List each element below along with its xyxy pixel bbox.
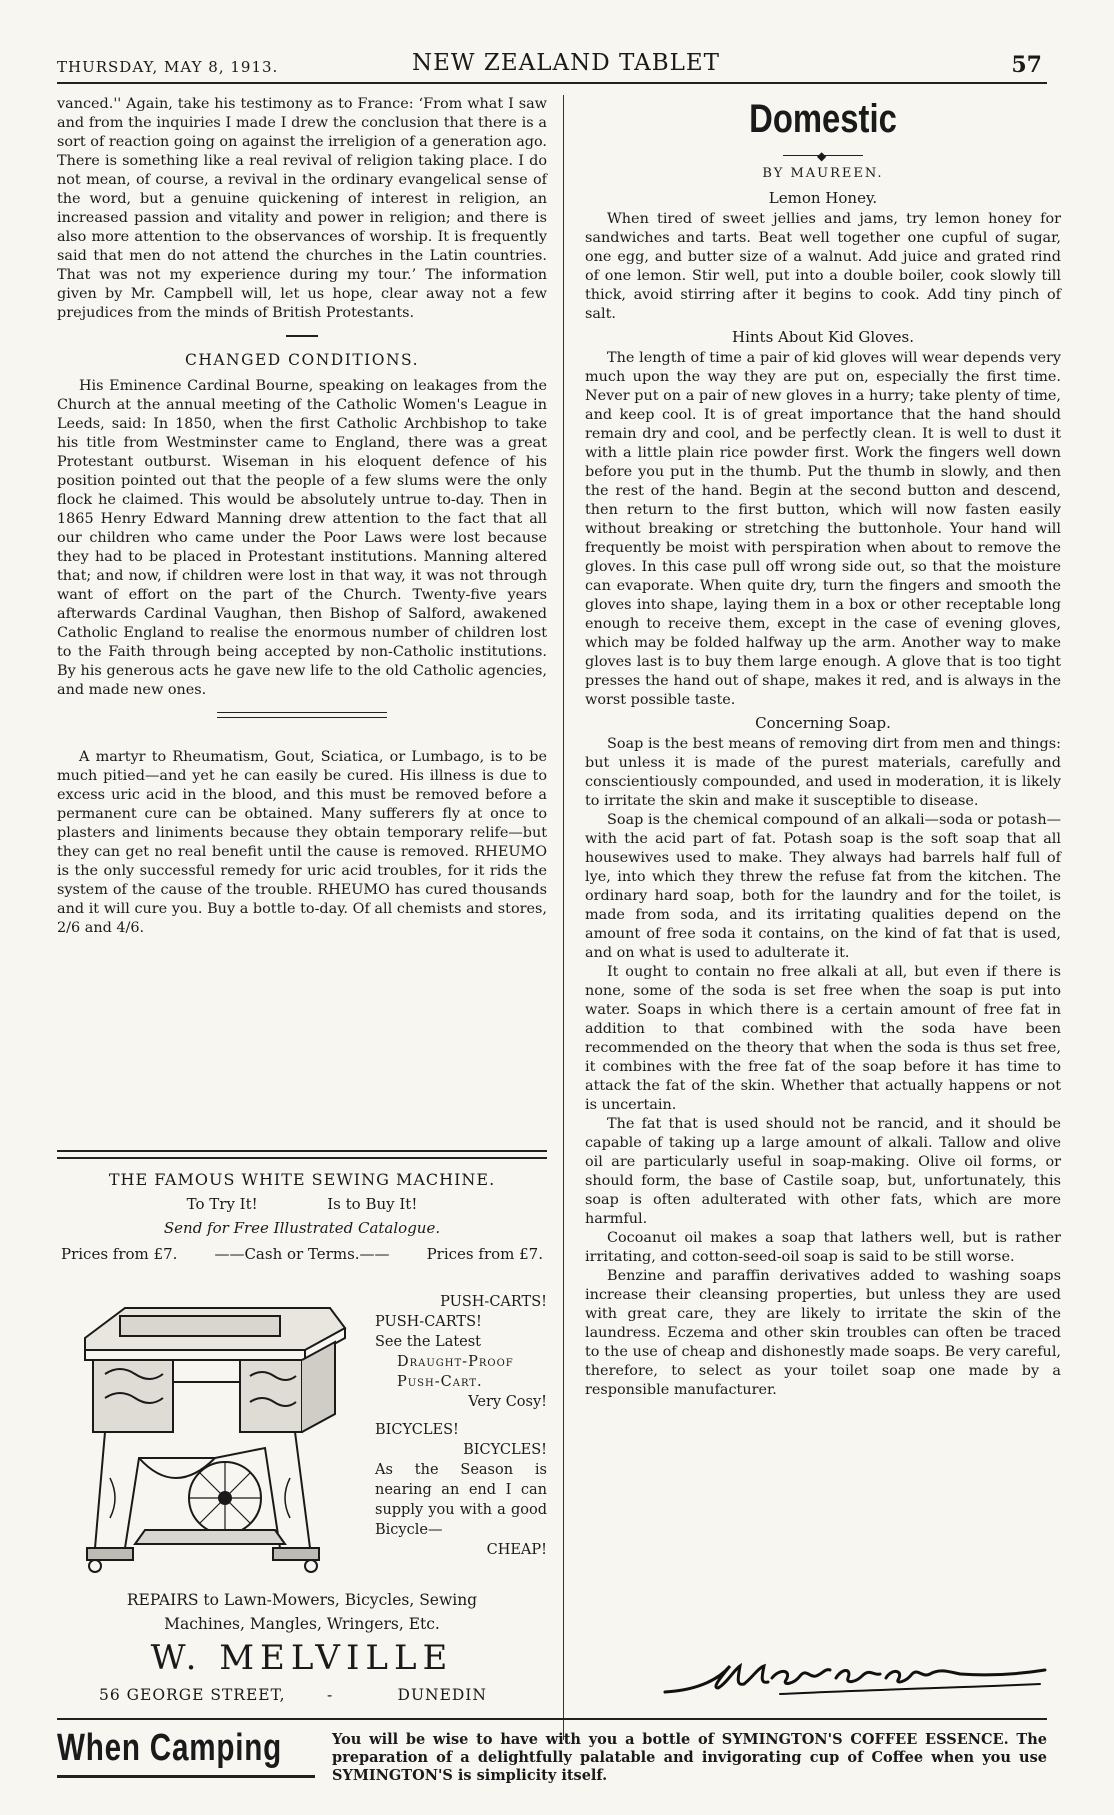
ad-prices xyxy=(57,1245,547,1263)
sewing-machine-advert xyxy=(57,1170,547,1720)
ad-cheap: CHEAP! xyxy=(486,1542,547,1558)
left-column xyxy=(57,95,547,938)
ad-side-text xyxy=(375,1292,547,1560)
soap-heading: Concerning Soap. xyxy=(755,714,891,732)
when-camping-underline xyxy=(57,1775,315,1778)
ad-repairs xyxy=(57,1588,547,1636)
footer-advert xyxy=(57,1727,1047,1789)
soap-paragraph-3: It ought to contain no free alkali at all, but even if there is none, some of the soda is set free when the soap is put into water. Soaps in which there is a certain amount of free fat in addition to that combined with the soda have been recommended on the theory that when the soda is thus set free, it combines with the free fat of the soap before it has time to attack the fat of the skin. Whether that actually happens or not is uncertain. xyxy=(585,964,1061,1113)
ad-city: DUNEDIN xyxy=(397,1686,487,1704)
ad-pushcart: Push-Cart. xyxy=(397,1374,483,1390)
right-column xyxy=(585,95,1061,1400)
soap-paragraph-2: Soap is the chemical compound of an alkali—soda or potash—with the acid part of fat. Potash soap is the soft soap that all housewives used to make. They always had barrels half full of lye, into which they threw the refuse fat from the kitchen. The ordinary hard soap, both for the laundry and for the toilet, is made from soda, and its irritating qualities depend on the amount of free soda it contains, on the kind of fat that is used, and on what is used to adulterate it. xyxy=(585,812,1061,961)
advert-separator xyxy=(57,1150,547,1159)
lemon-honey-body: When tired of sweet jellies and jams, try lemon honey for sandwiches and tarts. Beat well together one cupful of sugar, one egg, and butter size of a walnut. Add juice and grated rind of one lemon. Stir well, put into a double boiler, cook slowly till thick, avoid stirring after it begins to cook. Add tiny pinch of salt. xyxy=(585,211,1061,322)
footer-rule xyxy=(57,1718,1047,1720)
ad-draught-proof: Draught-Proof xyxy=(397,1354,514,1370)
soap-paragraph-5: Cocoanut oil makes a soap that lathers well, but is rather irritating, and cotton-seed-oil soap is said to be still worse. xyxy=(585,1230,1061,1265)
header-rule xyxy=(57,82,1047,84)
kid-gloves-body: The length of time a pair of kid gloves will wear depends very much upon the way they are put on, especially the first time. Never put on a pair of new gloves in a hurry; take plenty of time, and keep cool. It is of great importance that the hand should remain dry and cool, and be perfectly clean. It is well to dust it with a little plain rice powder first. Work the fingers well down before you put in the thumb. Put the thumb in slowly, and then the rest of the hand. Begin at the second button and descend, then return to the first button, which will now fasten easily without breaking or stretching the buttonhole. Your hand will frequently be moist with perspiration when about to remove the gloves. In this case pull off wrong side out, so that the moisture can evaporate. When quite dry, turn the fingers and smooth the gloves into shape, laying them in a box or other receptable long enough to receive them, except in the case of evening gloves, which may be folded halfway up the arm. Another way to make gloves last is to buy them large enough. A glove that is too tight presses the hand out of shape, makes it red, and is always in the worst possible taste. xyxy=(585,350,1061,708)
ad-street: 56 GEORGE STREET, xyxy=(99,1686,286,1704)
section-rule xyxy=(286,335,318,337)
soap-paragraph-4: The fat that is used should not be rancid, and it should be capable of taking up a large amount of alkali. Tallow and olive oil are particularly useful in soap-making. Olive oil forms, or should form, the base of Castile soap, but, unfortunately, this soap is often adulterated with other fats, which are more harmful. xyxy=(585,1116,1061,1227)
diamond-rule xyxy=(783,149,863,163)
ad-buy: Is to Buy It! xyxy=(327,1195,418,1213)
ad-very-cosy: Very Cosy! xyxy=(468,1394,547,1410)
ad-merchant-name: W. MELVILLE xyxy=(150,1638,454,1678)
ad-cash-terms: ——Cash or Terms.—— xyxy=(214,1245,390,1263)
ad-pushcarts-1: PUSH-CARTS! xyxy=(440,1294,547,1310)
symington-advert-text: You will be wise to have with you a bottle of SYMINGTON'S COFFEE ESSENCE. The preparation of a delightfully palatable and invigorating cup of Coffee when you use SYMINGTON'S is simplicity itself. xyxy=(332,1731,1047,1784)
maureen-signature xyxy=(660,1648,1050,1698)
soap-paragraph-1: Soap is the best means of removing dirt from men and things: but unless it is made of the purest materials, carefully and conscientiously compounded, and used in moderation, it is likely to irritate the skin and make it susceptible to disease. xyxy=(585,736,1061,809)
issue-date: THURSDAY, MAY 8, 1913. xyxy=(57,58,279,76)
ad-see-latest: See the Latest xyxy=(375,1334,482,1350)
page-header xyxy=(57,50,1047,82)
kid-gloves-heading: Hints About Kid Gloves. xyxy=(732,328,914,346)
byline: BY MAUREEN. xyxy=(762,166,884,181)
diamond-icon: ◆ xyxy=(817,149,827,163)
ad-season-text: As the Season is nearing an end I can supply you with a good Bicycle— xyxy=(375,1462,547,1538)
ad-title: THE FAMOUS WHITE SEWING MACHINE. xyxy=(108,1170,496,1189)
lemon-honey-heading: Lemon Honey. xyxy=(768,189,878,207)
ad-price-right: Prices from £7. xyxy=(426,1245,543,1263)
ad-repairs-line-2: Machines, Mangles, Wringers, Etc. xyxy=(164,1615,440,1633)
ad-tagline xyxy=(57,1195,547,1213)
ad-try: To Try It! xyxy=(186,1195,258,1213)
section-double-rule xyxy=(217,712,387,718)
changed-conditions-body: His Eminence Cardinal Bourne, speaking on leakages from the Church at the annual meeting of the Catholic Women's League in Leeds, said: In 1850, when the first Catholic Archbishop to take his title from Westminster came to England, there was a great Protestant outburst. Wiseman in his eloquent defence of his position pointed out that the people of a few slums were the only flock he claimed. This would be absolutely untrue to-day. Then in 1865 Henry Edward Manning drew attention to the fact that all our children who came under the Poor Laws were lost because they had to be placed in Protestant institutions. Manning altered that; and now, if children were lost in that way, it was not through want of effort on the part of the Church. Twenty-five years afterwards Cardinal Vaughan, then Bishop of Salford, awakened Catholic England to realise the enormous number of children lost to the Faith through being accepted by non-Catholic institutions. By his generous acts he gave new life to the old Catholic agencies, and made new ones. xyxy=(57,378,547,698)
ad-bicycles-2: BICYCLES! xyxy=(463,1442,547,1458)
ad-catalogue: Send for Free Illustrated Catalogue. xyxy=(163,1219,441,1237)
page-number: 57 xyxy=(1011,52,1042,78)
domestic-title: Domestic xyxy=(749,97,897,141)
rheumo-advert: A martyr to Rheumatism, Gout, Sciatica, or Lumbago, is to be much pitied—and yet he can easily be cured. His illness is due to excess uric acid in the blood, and this must be removed before a permanent cure can be obtained. Many sufferers fly at once to plasters and liniments because they obtain temporary relife—but they can get no real benefit until the cause is removed. RHEUMO is the only successful remedy for uric acid troubles, for it rids the system of the cause of the trouble. RHEUMO has cured thousands and it will cure you. Buy a bottle to-day. Of all chemists and stores, 2/6 and 4/6. xyxy=(57,749,547,936)
when-camping-heading: When Camping xyxy=(57,1727,283,1769)
intro-paragraph: vanced.'' Again, take his testimony as to France: ‘From what I saw and from the inquiries I made I drew the conclusion that there is a sort of reaction going on against the irreligion of a generation ago. There is something like a real revival of religion taking place. I do not mean, of course, a revival in the ordinary evangelical sense of the word, but a genuine quickening of interest in religion, an increased passion and vitality and power in religion; and there is also more attention to the observances of worship. It is frequently said that men do not attend the churches in the Latin countries. That was not my experience during my tour.’ The information given by Mr. Campbell will, let us hope, clear away not a few prejudices from the minds of British Protestants. xyxy=(57,96,547,321)
ad-repairs-line-1: REPAIRS to Lawn-Mowers, Bicycles, Sewing xyxy=(126,1591,478,1609)
column-divider xyxy=(563,95,564,1740)
ad-bicycles-1: BICYCLES! xyxy=(375,1422,459,1438)
ad-pushcarts-2: PUSH-CARTS! xyxy=(375,1314,482,1330)
ad-dash: - xyxy=(327,1686,334,1704)
ad-price-left: Prices from £7. xyxy=(61,1245,178,1263)
sewing-machine-illustration xyxy=(65,1298,355,1576)
soap-paragraph-6: Benzine and paraffin derivatives added to washing soaps increase their cleansing properties, but unless they are used with great care, they are likely to irritate the skin of the laundress. Eczema and other skin troubles can often be traced to the use of cheap and dishonestly made soaps. Be very careful, therefore, to select as your toilet soap one made by a responsible manufacturer. xyxy=(585,1268,1061,1398)
changed-conditions-heading: CHANGED CONDITIONS. xyxy=(184,351,420,369)
publication-title: NEW ZEALAND TABLET xyxy=(412,50,721,76)
